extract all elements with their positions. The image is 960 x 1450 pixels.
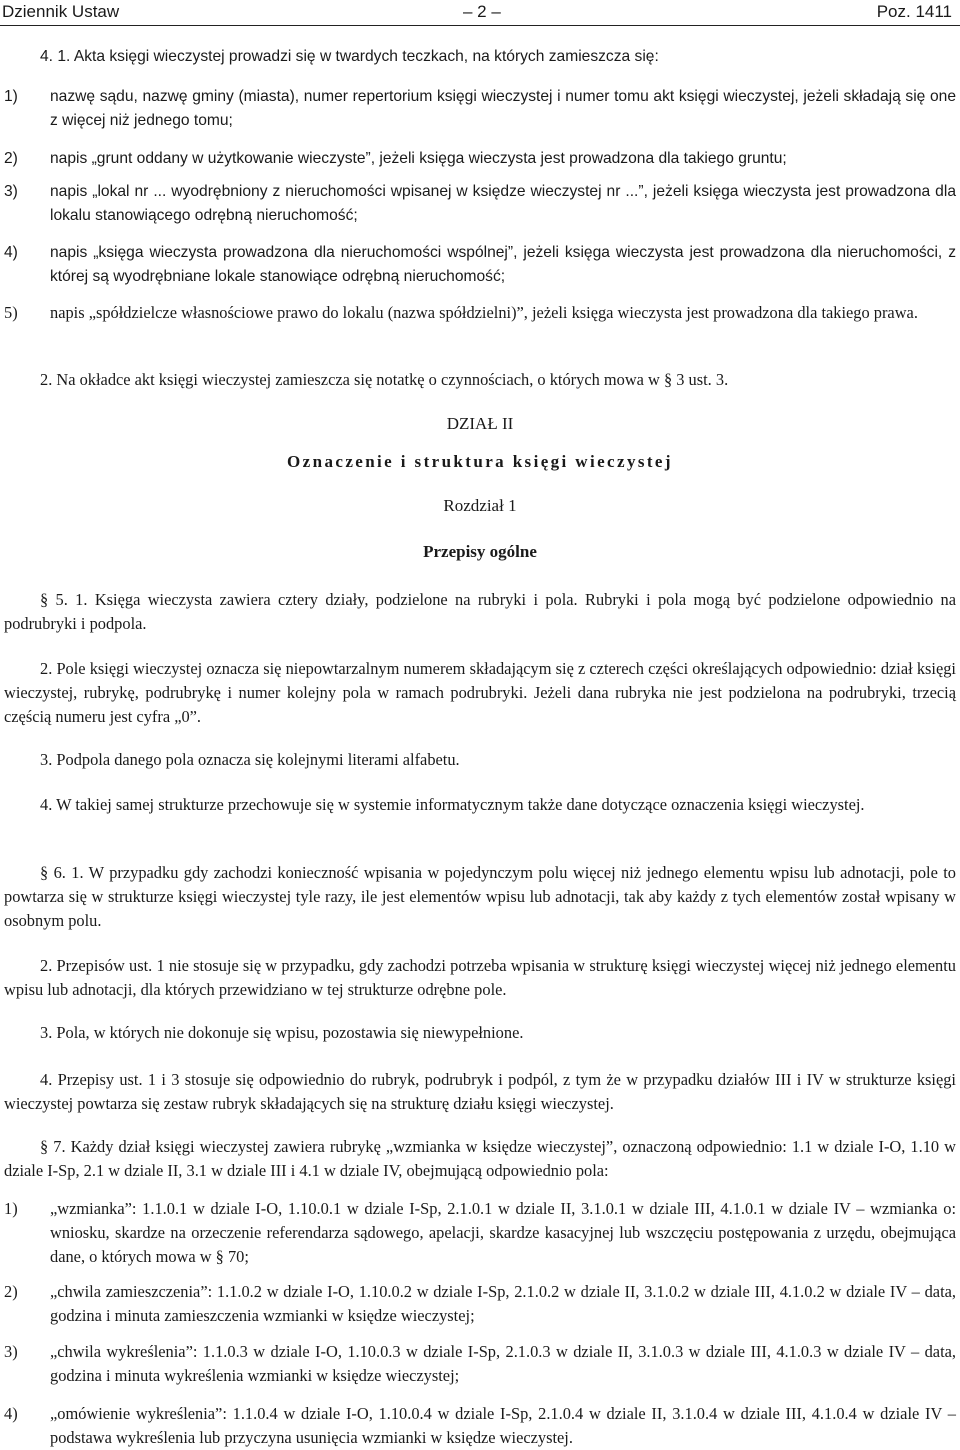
list-text: „wzmianka”: 1.1.0.1 w dziale I-O, 1.10.0.1 w dziale I-Sp, 2.1.0.1 w dziale II, 3.1.0.1 w dziale III, 4.1.0.1 w dziale IV – wzmianka o: wniosku, skardze na orzeczenie referendarza sądowego, apelacji, skardze kasacyjnej lub wszczęciu postępowania z urzędu, obejmująca dane, o których mowa w § 70; — [50, 1199, 956, 1266]
list-number: 5) — [4, 303, 18, 322]
sec4-item-3 — [4, 180, 956, 228]
sec5-paragraph-1: § 5. 1. Księga wieczysta zawiera cztery działy, podzielone na rubryki i pola. Rubryki i pola mogą być podzielone odpowiednio na podrubryki i podpola. — [4, 590, 956, 633]
list-number: 3) — [4, 183, 18, 200]
list-number: 3) — [4, 1342, 18, 1361]
sec5-paragraph-3: 3. Podpola danego pola oznacza się kolejnymi literami alfabetu. — [40, 750, 460, 769]
division-label: DZIAŁ II — [446, 414, 514, 433]
list-number: 1) — [4, 1199, 18, 1218]
list-text: napis „grunt oddany w użytkowanie wieczyste”, jeżeli księga wieczysta jest prowadzona dla takiego gruntu; — [50, 150, 787, 167]
header-rule — [0, 25, 960, 26]
sec7-item-4 — [4, 1402, 956, 1450]
sec6-paragraph-2: 2. Przepisów ust. 1 nie stosuje się w przypadku, gdy zachodzi potrzeba wpisania w strukturę księgi wieczystej więcej niż jednego elementu wpisu lub adnotacji, dla których przewidziano w tej strukturze odrębne pole. — [4, 956, 956, 999]
sec7-item-1 — [4, 1197, 956, 1269]
sec4-item-4 — [4, 241, 956, 289]
list-number: 2) — [4, 1282, 18, 1301]
sec6-paragraph-4: 4. Przepisy ust. 1 i 3 stosuje się odpowiednio do rubryk, podrubryk i podpól, z tym że w przypadku działów III i IV w strukturze księgi wieczystej powtarza się zestaw rubryk składających się na strukturę działu księgi wieczystej. — [4, 1070, 956, 1113]
page-number: – 2 – — [463, 2, 501, 21]
sec4-item-5 — [4, 301, 956, 325]
division-title: Oznaczenie i struktura księgi wieczystej — [287, 452, 673, 471]
list-text: napis „księga wieczysta prowadzona dla nieruchomości wspólnej”, jeżeli księga wieczysta jest prowadzona dla nieruchomości, z której są wyodrębniane lokale stanowiące odrębną nieruchomość; — [50, 244, 956, 285]
list-text: napis „lokal nr ... wyodrębniony z nieruchomości wpisanej w księdze wieczystej nr ...”, jeżeli księga wieczysta jest prowadzona dla lokalu stanowiącego odrębną nieruchomość; — [50, 183, 956, 224]
journal-name: Dziennik Ustaw — [2, 2, 120, 21]
list-text: „chwila wykreślenia”: 1.1.0.3 w dziale I-O, 1.10.0.3 w dziale I-Sp, 2.1.0.3 w dziale II, 3.1.0.3 w dziale III, 4.1.0.3 w dziale IV – data, godzina i minuta wykreślenia wzmianki w księdze wieczystej; — [50, 1342, 956, 1385]
page-header — [0, 0, 960, 26]
sec7-item-3 — [4, 1340, 956, 1388]
sec5-paragraph-4: 4. W takiej samej strukturze przechowuje się w systemie informatycznym także dane dotyczące oznaczenia księgi wieczystej. — [40, 795, 865, 814]
list-text: napis „spółdzielcze własnościowe prawo do lokalu (nazwa spółdzielni)”, jeżeli księga wieczysta jest prowadzona dla takiego prawa. — [50, 303, 918, 322]
sec4-intro: 4. 1. Akta księgi wieczystej prowadzi się w twardych teczkach, na których zamieszcza się: — [40, 48, 659, 65]
list-number: 1) — [4, 88, 18, 105]
sec4-paragraph-2: 2. Na okładce akt księgi wieczystej zamieszcza się notatkę o czynnościach, o których mowa w § 3 ust. 3. — [40, 370, 729, 389]
list-number: 4) — [4, 1404, 18, 1423]
sec6-paragraph-1: § 6. 1. W przypadku gdy zachodzi konieczność wpisania w pojedynczym polu więcej niż jednego elementu wpisu lub adnotacji, pole to powtarza się w strukturze księgi wieczystej tyle razy, ile jest elementów wpisu lub adnotacji, tak aby każdy z tych elementów został wpisany w osobnym polu. — [4, 863, 956, 930]
chapter-title: Przepisy ogólne — [423, 542, 537, 561]
list-number: 2) — [4, 150, 18, 167]
sec4-item-2 — [4, 147, 956, 171]
list-text: „omówienie wykreślenia”: 1.1.0.4 w dziale I-O, 1.10.0.4 w dziale I-Sp, 2.1.0.4 w dziale II, 3.1.0.4 w dziale III, 4.1.0.4 w dziale IV – podstawa wykreślenia lub przyczyna usunięcia wzmianki w księdze wieczystej. — [50, 1404, 956, 1447]
sec6-paragraph-3: 3. Pola, w których nie dokonuje się wpisu, pozostawia się niewypełnione. — [40, 1023, 524, 1042]
position-number: Poz. 1411 — [876, 2, 952, 21]
list-text: nazwę sądu, nazwę gminy (miasta), numer repertorium księgi wieczystej i numer tomu akt księgi wieczystej, jeżeli składają się one z więcej niż jednego tomu; — [50, 88, 956, 129]
sec7-intro: § 7. Każdy dział księgi wieczystej zawiera rubrykę „wzmianka w księdze wieczystej”, oznaczoną odpowiednio: 1.1 w dziale I-O, 1.10 w dziale I-Sp, 2.1 w dziale II, 3.1 w dziale III i 4.1 w dziale IV, obejmującą odpowiednio pola: — [4, 1137, 956, 1180]
sec7-item-2 — [4, 1280, 956, 1328]
list-number: 4) — [4, 244, 18, 261]
chapter-label: Rozdział 1 — [443, 496, 517, 515]
list-text: „chwila zamieszczenia”: 1.1.0.2 w dziale I-O, 1.10.0.2 w dziale I-Sp, 2.1.0.2 w dziale II, 3.1.0.2 w dziale III, 4.1.0.2 w dziale IV – data, godzina i minuta zamieszczenia wzmianki w księdze wieczystej; — [50, 1282, 956, 1325]
sec5-paragraph-2: 2. Pole księgi wieczystej oznacza się niepowtarzalnym numerem składającym się z czterech części określających odpowiednio: dział księgi wieczystej, rubrykę, podrubrykę i numer kolejny pola w ramach podrubryki. Jeżeli dana rubryka nie jest podzielona na podrubryki, trzecią częścią numeru jest cyfra „0”. — [4, 659, 956, 726]
sec4-item-1 — [4, 85, 956, 133]
